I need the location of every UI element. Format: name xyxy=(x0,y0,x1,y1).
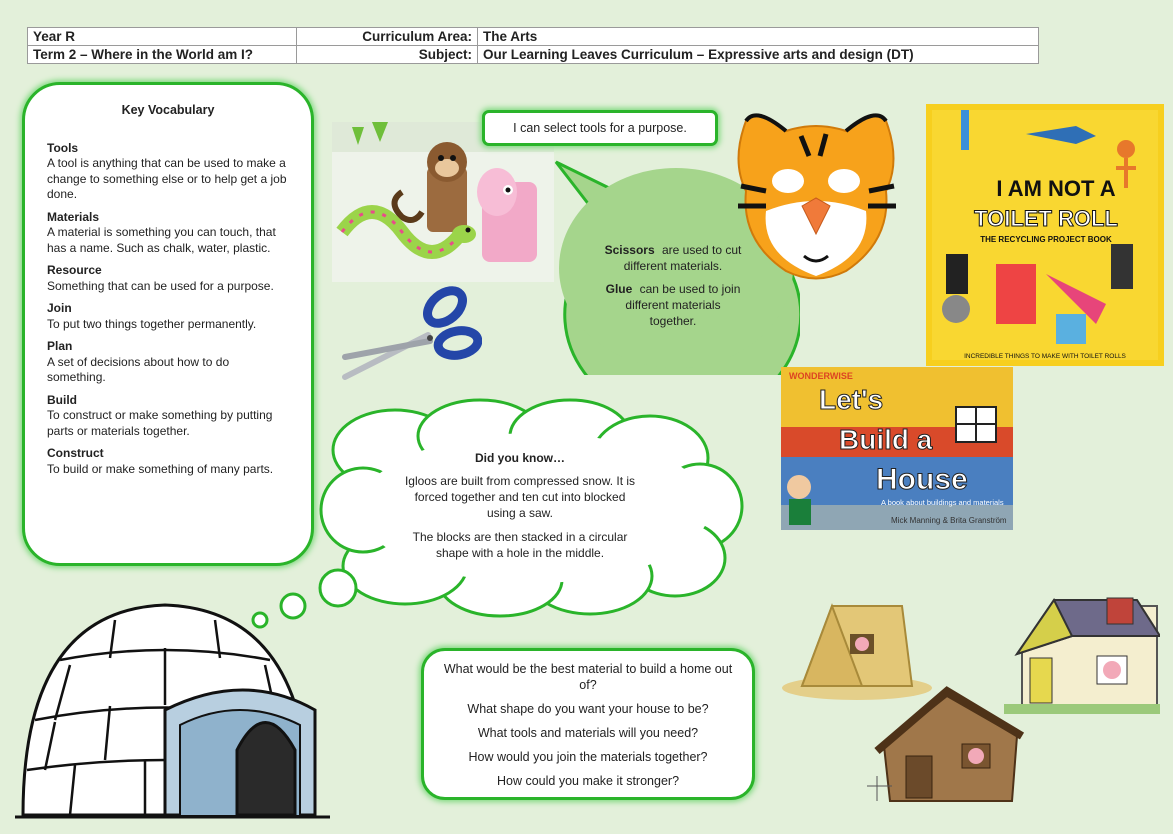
vocab-item-plan xyxy=(47,339,289,386)
tools-statement-box xyxy=(482,110,718,146)
vocab-definition: To put two things together permanently. xyxy=(47,316,257,331)
vocab-definition: A tool is anything that can be used to make a change to something else or to help get a job done. xyxy=(47,156,287,201)
glue-rest-1: can be used to join xyxy=(639,282,741,296)
year-cell: Year R xyxy=(28,28,297,46)
vocab-item-tools xyxy=(47,141,289,203)
curriculum-area-value: The Arts xyxy=(478,28,1039,46)
glue-bold: Glue xyxy=(605,282,633,296)
scissors-text xyxy=(605,243,742,257)
scissors-bold: Scissors xyxy=(604,243,655,257)
book2-authors: Mick Manning & Brita Granström xyxy=(891,516,1007,525)
vocab-term: Plan xyxy=(47,339,73,353)
vocab-term: Build xyxy=(47,392,77,407)
vocab-item-resource xyxy=(47,263,289,294)
vocab-definition: A material is something you can touch, that has a name. Such as chalk, water, plastic. xyxy=(47,225,276,255)
vocab-term: Construct xyxy=(47,446,104,460)
vocab-term: Materials xyxy=(47,209,100,224)
book2-series: WONDERWISE xyxy=(789,371,853,381)
book2-title-line-2: Build a xyxy=(839,424,933,455)
question-item: What tools and materials will you need? xyxy=(477,726,699,740)
did-you-know-p2-line-2: shape with a hole in the middle. xyxy=(435,546,605,560)
scissors-rest-1: are used to cut xyxy=(662,243,742,257)
book1-subtitle: THE RECYCLING PROJECT BOOK xyxy=(980,235,1112,244)
did-you-know-title: Did you know… xyxy=(475,451,565,465)
question-item: What would be the best material to build a home out of? xyxy=(443,662,733,692)
three-pigs-houses-image xyxy=(772,596,1160,814)
vocab-term: Tools xyxy=(47,140,79,155)
question-item: How could you make it stronger? xyxy=(496,774,680,788)
vocab-item-join xyxy=(47,301,289,332)
book1-title-line-2: TOILET ROLL xyxy=(974,206,1118,231)
tools-statement-text: I can select tools for a purpose. xyxy=(513,121,687,135)
header-row-2 xyxy=(28,46,1039,64)
toilet-roll-book-cover xyxy=(926,104,1164,366)
book1-title-line-1: I AM NOT A xyxy=(996,176,1116,201)
igloo-image xyxy=(15,600,335,822)
curriculum-area-label: Curriculum Area: xyxy=(297,28,478,46)
question-item: How would you join the materials together? xyxy=(468,750,708,764)
term-cell: Term 2 – Where in the World am I? xyxy=(28,46,297,64)
did-you-know-p2-line-1: The blocks are then stacked in a circular xyxy=(412,530,628,544)
did-you-know-p1-line-1: Igloos are built from compressed snow. It is xyxy=(404,474,636,488)
book1-footer: INCREDIBLE THINGS TO MAKE WITH TOILET ROLLS xyxy=(964,353,1126,360)
vocab-title: Key Vocabulary xyxy=(121,103,215,117)
vocab-definition: To construct or make something by putting parts or materials together. xyxy=(47,408,273,438)
vocab-definition: To build or make something of many parts. xyxy=(47,461,274,476)
scissors-image xyxy=(340,285,482,383)
vocab-term: Resource xyxy=(47,263,102,277)
did-you-know-cloud xyxy=(245,398,755,633)
glue-rest-2: different materials xyxy=(625,298,721,312)
tiger-mask-image xyxy=(726,106,906,284)
subject-value: Our Learning Leaves Curriculum – Expressive arts and design (DT) xyxy=(478,46,1039,64)
vocab-term: Join xyxy=(47,301,72,315)
did-you-know-p1-line-3: using a saw. xyxy=(486,506,554,520)
header-row-1 xyxy=(28,28,1039,46)
questions-panel xyxy=(421,648,755,800)
craft-animals-image xyxy=(332,122,554,282)
header-table xyxy=(27,27,1039,64)
book2-title-line-1: Let's xyxy=(819,384,884,415)
vocab-definition: A set of decisions about how to do something. xyxy=(47,354,230,384)
build-a-house-book-cover xyxy=(781,367,1013,530)
question-item: What shape do you want your house to be? xyxy=(467,702,709,716)
glue-text xyxy=(606,282,741,296)
did-you-know-p1-line-2: forced together and ten cut into blocked xyxy=(414,490,626,504)
vocab-item-materials xyxy=(47,210,289,257)
glue-rest-3: together. xyxy=(649,314,697,328)
scissors-rest-2: different materials. xyxy=(623,259,723,273)
book2-subtitle: A book about buildings and materials xyxy=(881,498,1004,507)
vocab-definition: Something that can be used for a purpose. xyxy=(47,278,274,293)
book2-title-line-3: House xyxy=(876,463,968,496)
subject-label: Subject: xyxy=(297,46,478,64)
